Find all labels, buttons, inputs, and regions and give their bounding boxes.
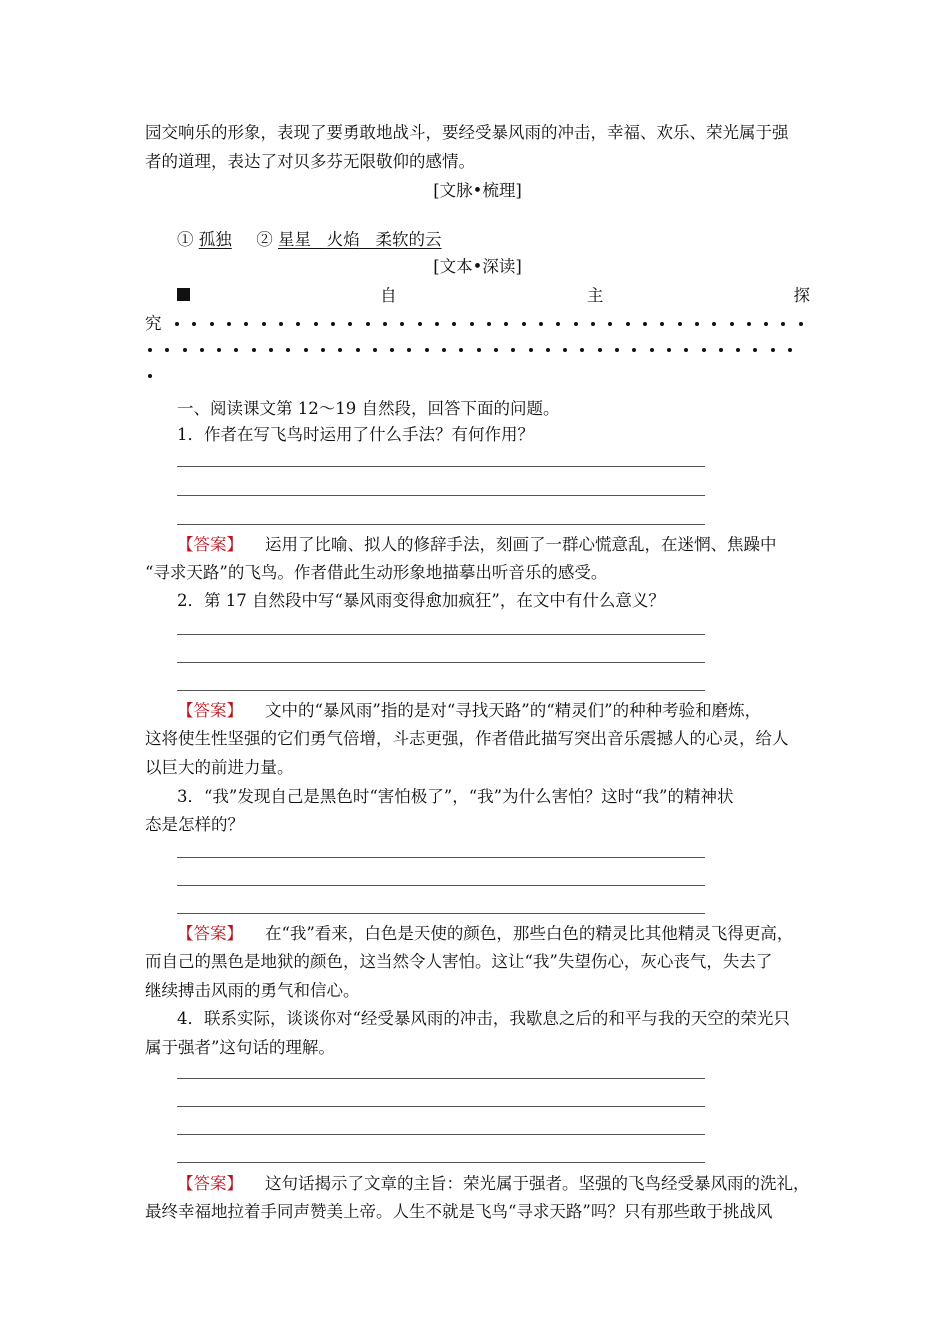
- answer-3-line-1: [177, 922, 810, 946]
- explore-char-3: 探: [793, 286, 810, 305]
- square-bullet-icon: [177, 288, 190, 301]
- intro-line-1: 园交响乐的形象，表现了要勇敢地战斗，要经受暴风雨的冲击，幸福、欢乐、荣光属于强: [145, 123, 789, 142]
- answer-label: 【答案】: [177, 924, 243, 943]
- answer-blank-line[interactable]: [177, 913, 705, 914]
- answer-2-line-1: [177, 699, 810, 723]
- answer-blank-line[interactable]: [177, 1134, 705, 1135]
- answer-blank-line[interactable]: [177, 690, 705, 691]
- answer-blank-line[interactable]: [177, 466, 705, 467]
- answer-1-line-2: “寻求天路”的飞鸟。作者借此生动形象地描摹出听音乐的感受。: [145, 563, 608, 582]
- answer-blank-line[interactable]: [177, 857, 705, 858]
- structure-item-2-text-a: 星星: [278, 230, 311, 249]
- question-3-line-1: 3．“我”发现自己是黑色时“害怕极了”，“我”为什么害怕？这时“我”的精神状: [177, 787, 734, 806]
- answer-blank-line[interactable]: [177, 662, 705, 663]
- question-3-line-2: 态是怎样的？: [145, 815, 244, 834]
- explore-char-1: 自: [380, 286, 397, 305]
- answer-blank-line[interactable]: [177, 1106, 705, 1107]
- question-4-line-2: 属于强者”这句话的理解。: [145, 1038, 335, 1057]
- section-title-reading: [文本•深读]: [433, 257, 522, 276]
- answer-label: 【答案】: [177, 535, 243, 554]
- answer-label: 【答案】: [177, 1174, 243, 1193]
- explore-char-4: 究: [145, 314, 162, 333]
- explore-char-2: 主: [586, 286, 604, 305]
- emphasis-dots-row-1: [175, 312, 803, 336]
- structure-item-1-number: ①: [177, 230, 194, 249]
- question-2: 2．第 17 自然段中写“暴风雨变得愈加疯狂”，在文中有什么意义？: [177, 591, 665, 610]
- structure-item-2-number: ②: [256, 230, 273, 249]
- intro-line-2: 者的道理，表达了对贝多芬无限敬仰的感情。: [145, 152, 475, 171]
- question-1: 1．作者在写飞鸟时运用了什么手法？有何作用？: [177, 425, 534, 444]
- answer-4-line-2: 最终幸福地拉着手同声赞美上帝。人生不就是飞鸟“寻求天路”吗？只有那些敢于挑战风: [145, 1202, 773, 1221]
- section-title-structure: [文脉•梳理]: [433, 181, 522, 200]
- structure-item-2-text-b: 火焰: [326, 230, 360, 249]
- answer-1-line-1: [177, 533, 810, 557]
- structure-item-2-text-c: 柔软的云: [375, 230, 442, 249]
- answer-blank-line[interactable]: [177, 885, 705, 886]
- answer-4-line-1: [177, 1172, 810, 1196]
- answer-2-line-2: 这将使生性坚强的它们勇气倍增，斗志更强，作者借此描写突出音乐震撼人的心灵，给人: [145, 729, 789, 748]
- answer-3-text: 在“我”看来，白色是天使的颜色，那些白色的精灵比其他精灵飞得更高，: [265, 924, 794, 943]
- answer-blank-line[interactable]: [177, 1162, 705, 1163]
- answer-2-line-3: 以巨大的前进力量。: [145, 758, 294, 777]
- answer-3-line-3: 继续搏击风雨的勇气和信心。: [145, 981, 360, 1000]
- structure-item-1-text: 孤独: [198, 230, 232, 249]
- explore-heading: [177, 284, 810, 308]
- part1-heading: 一、阅读课文第 12～19 自然段，回答下面的问题。: [177, 399, 560, 418]
- answer-1-text: 运用了比喻、拟人的修辞手法，刻画了一群心慌意乱，在迷惘、焦躁中: [265, 535, 777, 554]
- answer-3-line-2: 而自己的黑色是地狱的颜色，这当然令人害怕。这让“我”失望伤心，灰心丧气，失去了: [145, 952, 773, 971]
- answer-blank-line[interactable]: [177, 1078, 705, 1079]
- structure-answers: [177, 228, 810, 252]
- answer-blank-line[interactable]: [177, 634, 705, 635]
- answer-4-text: 这句话揭示了文章的主旨：荣光属于强者。坚强的飞鸟经受暴风雨的洗礼，: [265, 1174, 810, 1193]
- answer-2-text: 文中的“暴风雨”指的是对“寻找天路”的“精灵们”的种种考验和磨炼，: [265, 701, 762, 720]
- question-4-line-1: 4．联系实际，谈谈你对“经受暴风雨的冲击，我歇息之后的和平与我的天空的荣光只: [177, 1009, 790, 1028]
- emphasis-dots-row-3: [148, 364, 156, 388]
- answer-blank-line[interactable]: [177, 524, 705, 525]
- answer-label: 【答案】: [177, 701, 243, 720]
- answer-blank-line[interactable]: [177, 495, 705, 496]
- emphasis-dots-row-2: [148, 338, 792, 362]
